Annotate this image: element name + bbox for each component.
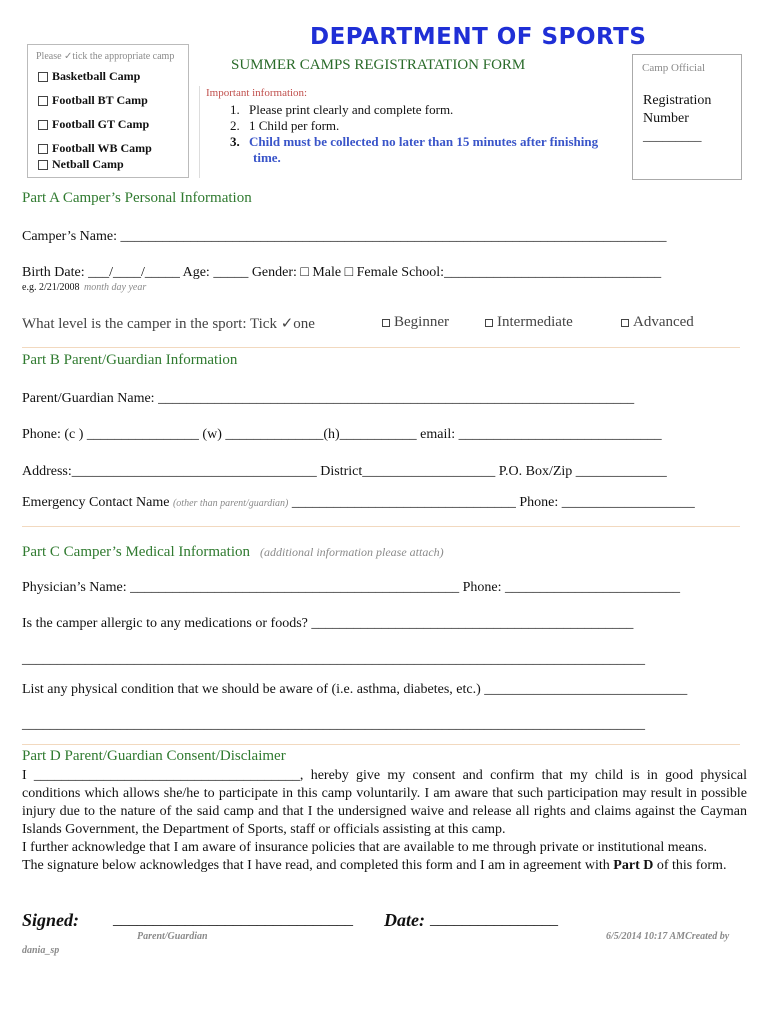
address-line[interactable]: Address:___________________________________ District___________________ P.O. Box/Zip _____________ [22, 464, 667, 479]
checkbox-icon[interactable] [382, 319, 390, 327]
date-label: Date: [384, 910, 425, 930]
part-d-title: Part D Parent/Guardian Consent/Disclaimer [22, 748, 286, 764]
divider [22, 347, 740, 348]
phone-email-line[interactable]: Phone: (c ) ________________ (w) ______________(h)___________ email: _____________________________ [22, 427, 662, 442]
checkbox-icon[interactable] [38, 160, 48, 170]
camp-official-label: Camp Official [642, 62, 706, 74]
part-b-title: Part B Parent/Guardian Information [22, 352, 238, 368]
birth-date-hint: e.g. 2/21/2008 month day year [22, 282, 147, 293]
registration-label-1: Registration [643, 93, 712, 108]
camp-option-football-wb[interactable]: Football WB Camp [38, 141, 152, 156]
signed-label: Signed: [22, 910, 80, 930]
allergy-question-field[interactable]: Is the camper allergic to any medications or foods? ______________________________________________ [22, 616, 634, 631]
camp-option-basketball[interactable]: Basketball Camp [38, 69, 140, 84]
checkbox-icon[interactable] [38, 144, 48, 154]
checkbox-icon[interactable] [38, 96, 48, 106]
signature-subtitle: Parent/Guardian [137, 931, 208, 942]
footer-author: dania_sp [22, 945, 60, 956]
level-beginner[interactable]: Beginner [382, 314, 449, 331]
divider [22, 744, 740, 745]
divider [22, 526, 740, 527]
camp-option-netball[interactable]: Netball Camp [38, 157, 124, 172]
checkbox-icon[interactable] [38, 72, 48, 82]
registration-number-field[interactable]: _________ [643, 128, 702, 143]
consent-text [22, 767, 747, 875]
important-item-3: 3. Child must be collected no later than 15 minutes after finishing [230, 134, 599, 149]
checkbox-icon[interactable] [621, 319, 629, 327]
footer-timestamp: 6/5/2014 10:17 AMCreated by [606, 931, 730, 942]
level-intermediate[interactable]: Intermediate [485, 314, 573, 331]
physical-condition-field[interactable]: List any physical condition that we should be aware of (i.e. asthma, diabetes, etc.) _____________________________ [22, 682, 688, 697]
part-c-hint: (additional information please attach) [260, 545, 444, 559]
important-item-2: 2. 1 Child per form. [230, 118, 340, 133]
part-c-header [22, 543, 444, 561]
camper-name-field[interactable]: Camper’s Name: ______________________________________________________________________________ [22, 229, 667, 244]
camp-option-football-bt[interactable]: Football BT Camp [38, 93, 148, 108]
date-field[interactable]: ________________ [430, 911, 558, 928]
registration-label-2: Number [643, 111, 689, 126]
part-c-title: Part C Camper’s Medical Information [22, 544, 251, 560]
checkbox-icon[interactable] [38, 120, 48, 130]
form-title: SUMMER CAMPS REGISTRATATION FORM [231, 57, 526, 73]
important-item-1: 1. Please print clearly and complete form. [230, 102, 454, 117]
guardian-name-field[interactable]: Parent/Guardian Name: ____________________________________________________________________ [22, 391, 635, 406]
important-label: Important information: [206, 87, 308, 99]
emergency-contact-line[interactable]: Emergency Contact Name (other than parent/guardian) ________________________________ Phone: ___________________ [22, 495, 695, 510]
checkbox-icon[interactable] [485, 319, 493, 327]
important-item-3-cont: time. [253, 150, 281, 165]
consent-paragraph-3: The signature below acknowledges that I have read, and completed this form and I am in agreement with Part D of this form. [22, 858, 727, 873]
condition-continuation-line[interactable]: _________________________________________________________________________________________ [22, 717, 645, 732]
level-question: What level is the camper in the sport: Tick ✓one [22, 316, 315, 332]
allergy-continuation-line[interactable]: _________________________________________________________________________________________ [22, 652, 645, 667]
camp-option-football-gt[interactable]: Football GT Camp [38, 117, 149, 132]
level-advanced[interactable]: Advanced [621, 314, 694, 331]
birth-age-gender-school-line[interactable]: Birth Date: ___/____/_____ Age: _____ Gender: □ Male □ Female School:_______________________________ [22, 265, 662, 280]
signature-field[interactable]: ______________________________ [113, 911, 353, 928]
consent-paragraph-1: I ______________________________________, hereby give my consent and confirm that my child is in good physical conditions which allows she/he to participate in this camp voluntarily. I am aware that such participation may result in possible injury due to the nature of the said camp and that I the undersigned waive and release all rights and claims against the Cayman Islands Government, the Department of Sports, staff or officials assisting at this camp. [22, 768, 747, 837]
department-title: DEPARTMENT OF SPORTS [310, 24, 647, 50]
consent-paragraph-2: I further acknowledge that I am aware of insurance policies that are available to me through private or institutional means. [22, 840, 707, 855]
camp-hint: Please ✓tick the appropriate camp [36, 51, 175, 62]
part-a-title: Part A Camper’s Personal Information [22, 190, 252, 206]
physician-phone-line[interactable]: Physician’s Name: _______________________________________________ Phone: _________________________ [22, 580, 680, 595]
